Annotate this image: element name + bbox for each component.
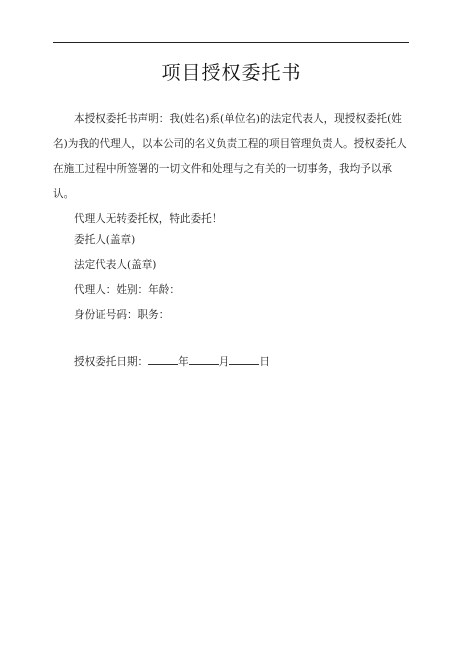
month-blank: [189, 355, 219, 365]
no-subdelegation-paragraph: 代理人无转委托权，特此委托！: [74, 213, 223, 225]
principal-field: 委托人(盖章): [74, 234, 136, 246]
year-label: 年: [178, 356, 189, 368]
month-label: 月: [218, 356, 230, 368]
day-label: 日: [259, 356, 270, 368]
authorization-date-field: [74, 354, 270, 369]
id-number-field: 身份证号码：职务：: [74, 309, 170, 321]
document-title: 项目授权委托书: [161, 62, 302, 84]
top-divider: [53, 42, 409, 43]
date-label: 授权委托日期：: [74, 356, 149, 368]
declaration-paragraph: 本授权委托书声明：我(姓名)系(单位名)的法定代表人，现授权委托(姓名)为我的代理人，以本公司的名义负责工程的项目管理负责人。授权委托人在施工过程中所签署的一切文件和处理与之有关的一切事务，我均予以承认。: [53, 113, 407, 200]
document-body: [53, 107, 413, 232]
agent-field: 代理人：姓别：年龄：: [74, 284, 180, 296]
day-blank: [229, 355, 259, 365]
legal-representative-field: 法定代表人(盖章): [74, 259, 157, 271]
year-blank: [148, 355, 178, 365]
